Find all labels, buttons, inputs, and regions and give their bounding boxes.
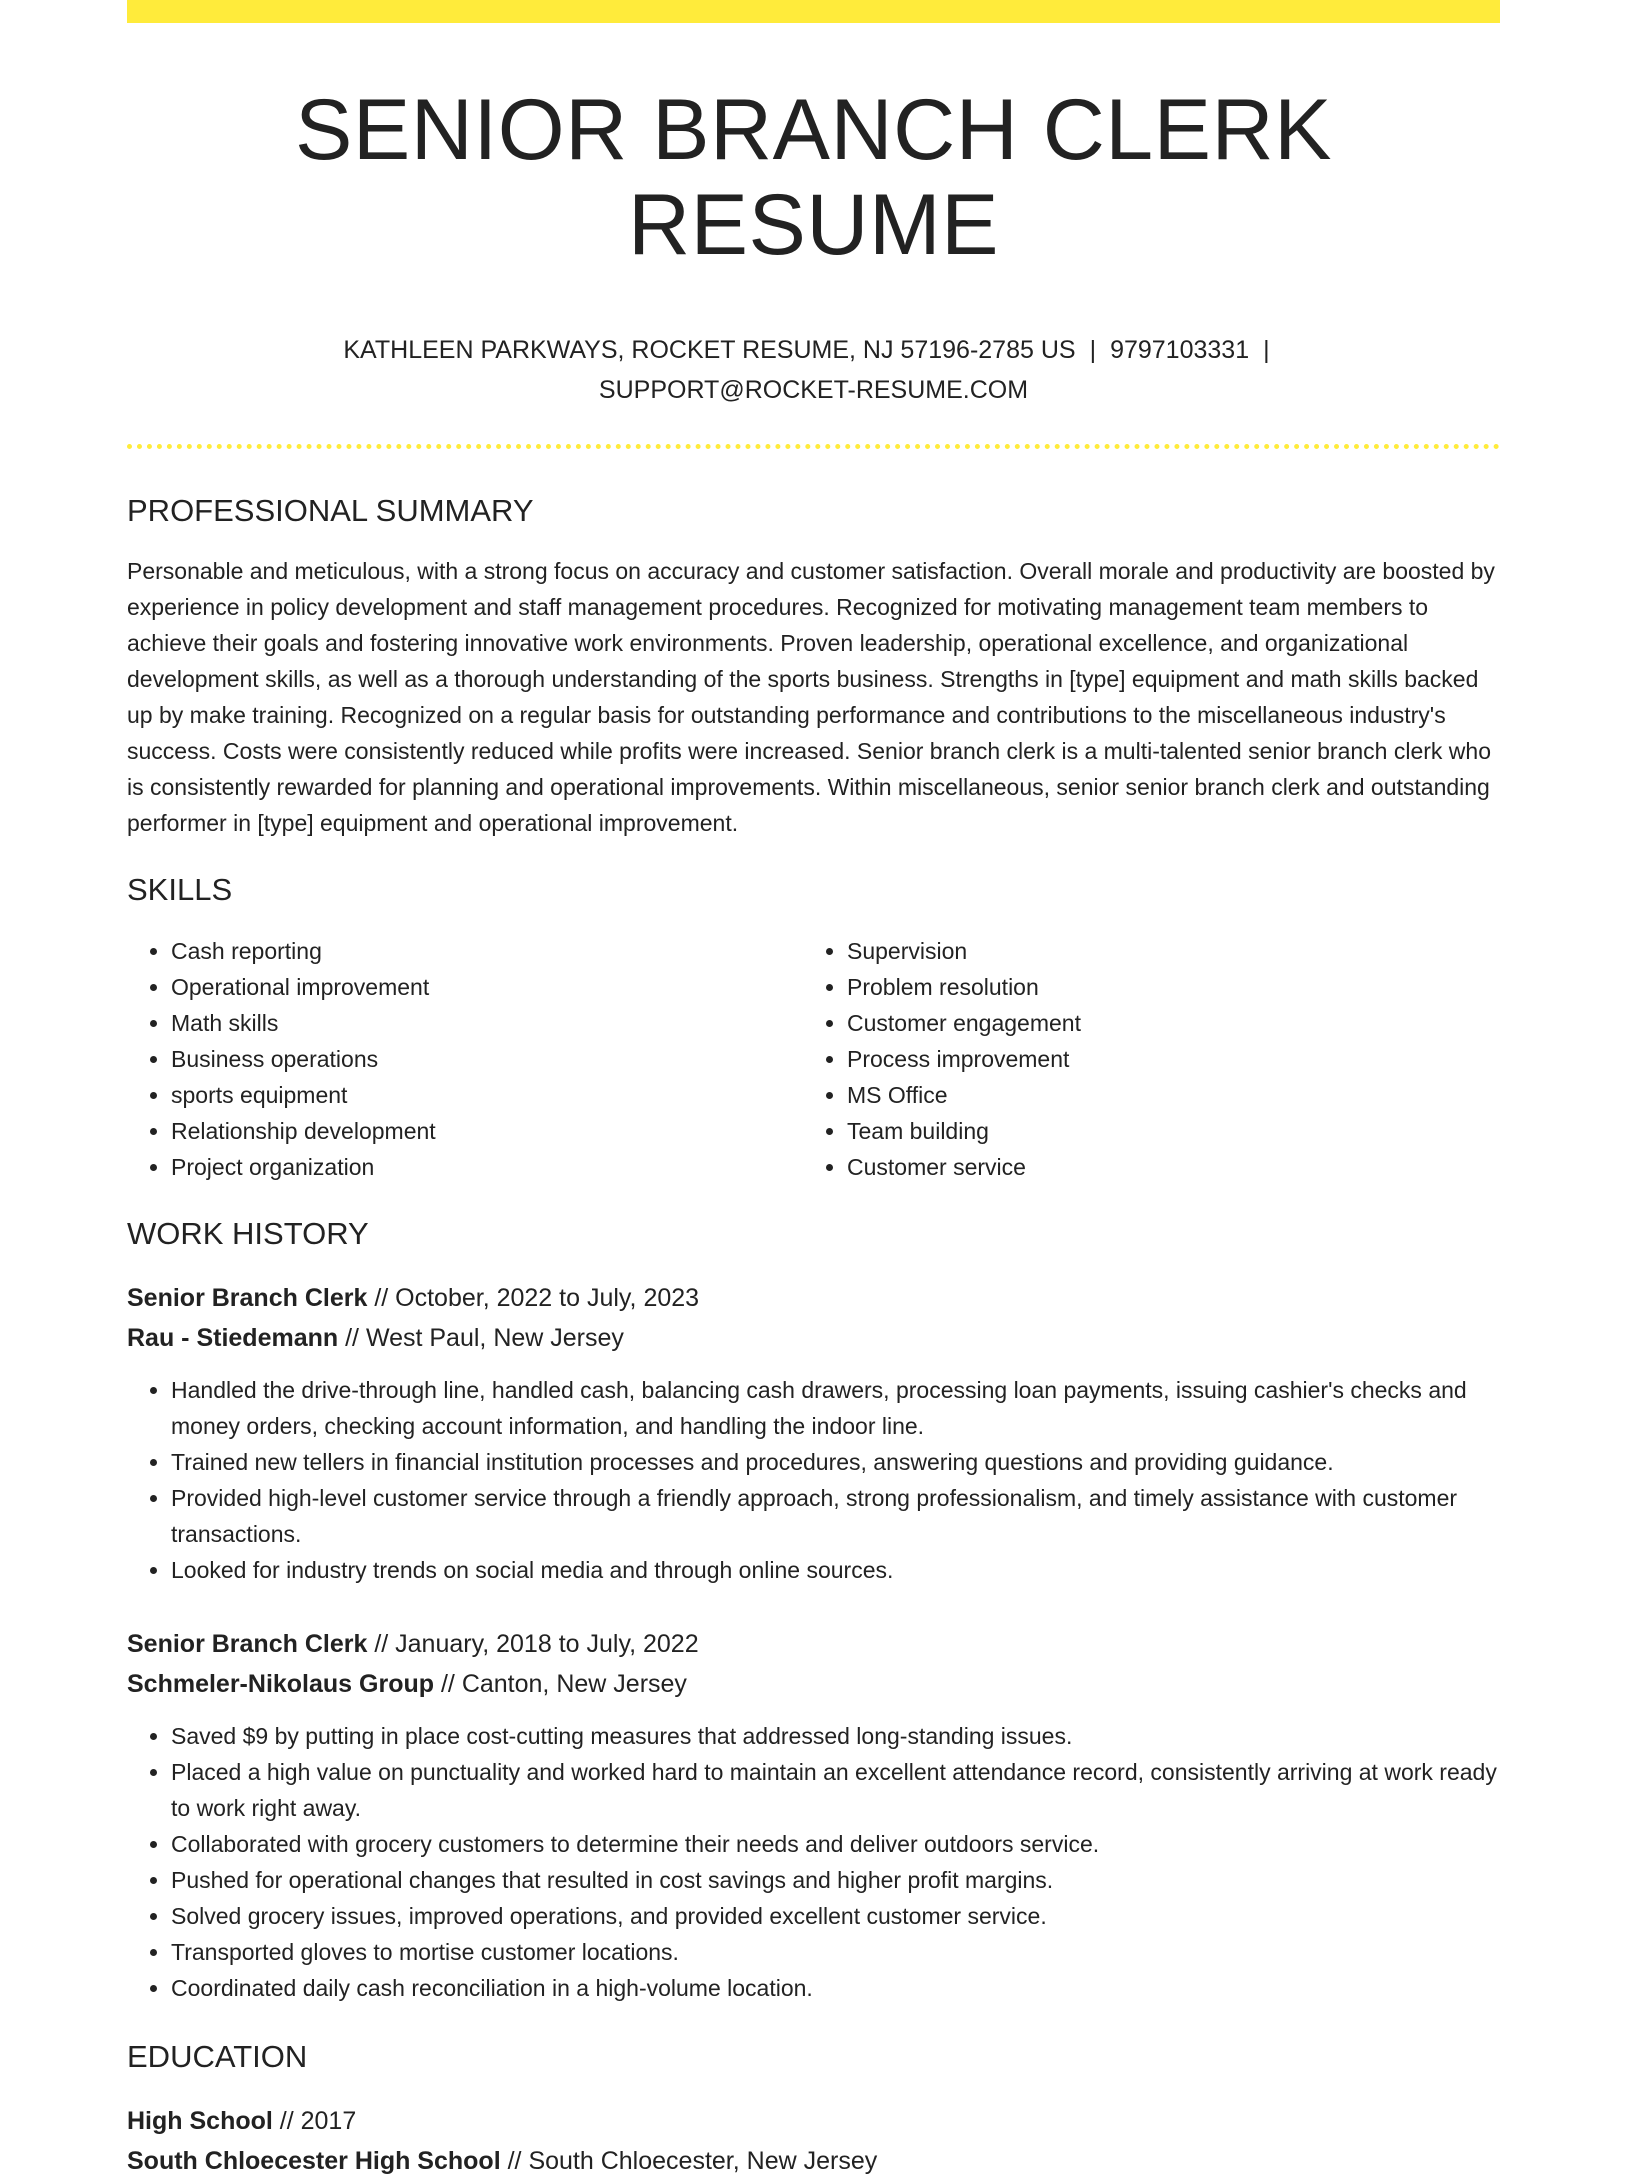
work-history-heading: WORK HISTORY xyxy=(127,1215,369,1251)
job-bullets xyxy=(127,1372,1500,1588)
accent-bar xyxy=(127,0,1500,23)
skill-item: • Project organization xyxy=(171,1149,803,1185)
job-title: Senior Branch Clerk xyxy=(127,1629,368,1658)
education-degree: High School xyxy=(127,2106,273,2135)
job-title-line xyxy=(127,1624,1500,1664)
dotted-divider xyxy=(127,444,1500,449)
skill-item: • Cash reporting xyxy=(171,933,803,969)
job-bullet: • Saved $9 by putting in place cost-cutting measures that addressed long-standing issues. xyxy=(171,1718,1500,1754)
job-bullet: • Placed a high value on punctuality and worked hard to maintain an excellent attendance record, consistently arriving at work ready to work right away. xyxy=(171,1754,1500,1826)
job-dates: // October, 2022 to July, 2023 xyxy=(374,1283,700,1312)
job-company-line xyxy=(127,1664,1500,1704)
education-school: South Chloecester High School xyxy=(127,2146,501,2175)
job-bullet: • Handled the drive-through line, handled cash, balancing cash drawers, processing loan payments, issuing cashier's checks and money orders, checking account information, and handling the indoor line. xyxy=(171,1372,1500,1444)
job-title-line xyxy=(127,1278,1500,1318)
job-bullet: • Solved grocery issues, improved operations, and provided excellent customer service. xyxy=(171,1898,1500,1934)
job-bullet: • Provided high-level customer service through a friendly approach, strong professionalism, and timely assistance with customer transactions. xyxy=(171,1480,1500,1552)
address: KATHLEEN PARKWAYS, ROCKET RESUME, NJ 57196-2785 US xyxy=(343,336,1076,365)
contact-info xyxy=(314,330,1314,410)
skill-item: • Supervision xyxy=(847,933,1479,969)
skill-item: • Team building xyxy=(847,1113,1479,1149)
job-bullets xyxy=(127,1718,1500,2006)
job-bullet: • Coordinated daily cash reconciliation in a high-volume location. xyxy=(171,1970,1500,2006)
contact-separator: | xyxy=(1089,336,1097,365)
education-heading: EDUCATION xyxy=(127,2038,308,2074)
resume-title: SENIOR BRANCH CLERK RESUME xyxy=(295,82,1332,273)
job-company: Schmeler-Nikolaus Group xyxy=(127,1669,435,1698)
job-bullet: • Trained new tellers in financial institution processes and procedures, answering questions and providing guidance. xyxy=(171,1444,1500,1480)
skill-item: • Relationship development xyxy=(171,1113,803,1149)
skills-left-column xyxy=(127,933,803,1185)
education-year: // 2017 xyxy=(279,2106,357,2135)
email: SUPPORT@ROCKET-RESUME.COM xyxy=(598,376,1029,405)
phone: 9797103331 xyxy=(1110,336,1250,365)
skill-item: • Customer engagement xyxy=(847,1005,1479,1041)
skill-item: • Problem resolution xyxy=(847,969,1479,1005)
skill-item: • Customer service xyxy=(847,1149,1479,1185)
skill-item: • Process improvement xyxy=(847,1041,1479,1077)
job-location: // Canton, New Jersey xyxy=(440,1669,687,1698)
skill-item: • Operational improvement xyxy=(171,969,803,1005)
job-location: // West Paul, New Jersey xyxy=(345,1323,624,1352)
job-bullet: • Looked for industry trends on social media and through online sources. xyxy=(171,1552,1500,1588)
education-school-line xyxy=(127,2141,1500,2181)
skill-item: • Business operations xyxy=(171,1041,803,1077)
contact-separator: | xyxy=(1263,336,1270,365)
education-degree-line xyxy=(127,2101,1500,2141)
skills-heading: SKILLS xyxy=(127,872,233,908)
summary-heading: PROFESSIONAL SUMMARY xyxy=(127,493,534,529)
job-entry xyxy=(127,1624,1500,2006)
skills-grid xyxy=(127,933,1500,1185)
education-entry xyxy=(127,2101,1500,2181)
job-bullet: • Collaborated with grocery customers to determine their needs and deliver outdoors service. xyxy=(171,1826,1500,1862)
job-entry xyxy=(127,1278,1500,1588)
skill-item: • Math skills xyxy=(171,1005,803,1041)
skill-item: • sports equipment xyxy=(171,1077,803,1113)
job-bullet: • Pushed for operational changes that resulted in cost savings and higher profit margins. xyxy=(171,1862,1500,1898)
job-dates: // January, 2018 to July, 2022 xyxy=(374,1629,699,1658)
job-title: Senior Branch Clerk xyxy=(127,1283,368,1312)
job-company-line xyxy=(127,1318,1500,1358)
job-bullet: • Transported gloves to mortise customer locations. xyxy=(171,1934,1500,1970)
resume-page xyxy=(127,0,1500,2181)
skills-right-column xyxy=(803,933,1479,1185)
summary-text: Personable and meticulous, with a strong focus on accuracy and customer satisfaction. Overall morale and productivity are boosted by experience in policy development and staff management procedures. Recognized for motivating management team members to achieve their goals and fostering innovative work environments. Proven leadership, operational excellence, and organizational development skills, as well as a thorough understanding of the sports business. Strengths in [type] equipment and math skills backed up by make training. Recognized on a regular basis for outstanding performance and contributions to the miscellaneous industry's success. Costs were consistently reduced while profits were increased. Senior branch clerk is a multi-talented senior branch clerk who is consistently rewarded for planning and operational improvements. Within miscellaneous, senior senior branch clerk and outstanding performer in [type] equipment and operational improvement. xyxy=(127,558,1495,837)
skill-item: • MS Office xyxy=(847,1077,1479,1113)
job-company: Rau - Stiedemann xyxy=(127,1323,339,1352)
education-location: // South Chloecester, New Jersey xyxy=(507,2146,878,2175)
